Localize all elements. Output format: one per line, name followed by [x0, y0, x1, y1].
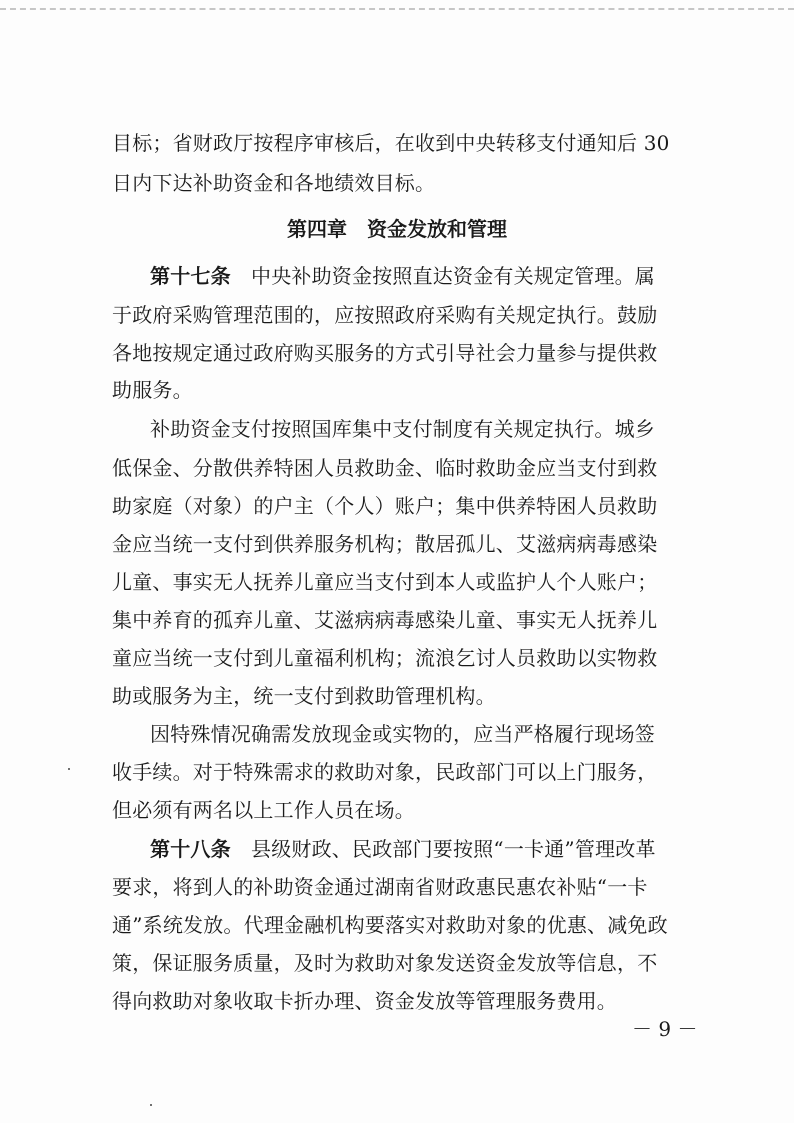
- paragraph-2-line-6: 集中养育的孤弃儿童、艾滋病病毒感染儿童、事实无人抚养儿: [112, 608, 658, 632]
- scan-speck: [68, 768, 70, 770]
- paragraph-2-line-8: 助或服务为主，统一支付到救助管理机构。: [112, 684, 496, 708]
- article-17-lead: 第十七条: [150, 264, 231, 288]
- article-17-line-2: 于政府采购管理范围的，应按照政府采购有关规定执行。鼓励: [112, 303, 658, 327]
- paragraph-2-line-3: 助家庭（对象）的户主（个人）账户；集中供养特困人员救助: [112, 494, 658, 518]
- intro-line-1: 目标；省财政厅按程序审核后，在收到中央转移支付通知后 30: [112, 131, 670, 155]
- paragraph-2-first-line: 补助资金支付按照国库集中支付制度有关规定执行。城乡: [150, 417, 655, 441]
- paragraph-2-line-7: 童应当统一支付到儿童福利机构；流浪乞讨人员救助以实物救: [112, 646, 658, 670]
- paragraph-2-line-4: 金应当统一支付到供养服务机构；散居孤儿、艾滋病病毒感染: [112, 532, 658, 556]
- scan-speck: [150, 1104, 152, 1106]
- paragraph-3-first-line: 因特殊情况确需发放现金或实物的，应当严格履行现场签: [150, 722, 655, 746]
- intro-line-2: 日内下达补助资金和各地绩效目标。: [112, 171, 436, 195]
- article-18-line-4: 策，保证服务质量，及时为救助对象发送资金发放等信息，不: [112, 951, 658, 975]
- article-17-first-line: [150, 263, 655, 289]
- article-18-lead: 第十八条: [150, 837, 231, 861]
- paragraph-3-line-2: 收手续。对于特殊需求的救助对象，民政部门可以上门服务，: [112, 760, 658, 784]
- paragraph-3-line-3: 但必须有两名以上工作人员在场。: [112, 798, 415, 822]
- paragraph-2-line-2: 低保金、分散供养特困人员救助金、临时救助金应当支付到救: [112, 456, 658, 480]
- paragraph-2-line-5: 儿童、事实无人抚养儿童应当支付到本人或监护人个人账户；: [112, 570, 658, 594]
- article-17-line-3: 各地按规定通过政府购买服务的方式引导社会力量参与提供救: [112, 341, 658, 365]
- article-18-line-3: 通”系统发放。代理金融机构要落实对救助对象的优惠、减免政: [112, 913, 668, 937]
- scan-top-border: [0, 8, 794, 10]
- article-18-first-line-text: 县级财政、民政部门要按照“一卡通”管理改革: [230, 837, 656, 861]
- article-18-line-5: 得向救助对象收取卡折办理、资金发放等管理服务费用。: [112, 989, 617, 1013]
- article-17-line-4: 助服务。: [112, 378, 193, 402]
- article-17-first-line-text: 中央补助资金按照直达资金有关规定管理。属: [230, 264, 656, 288]
- page-number: － 9 －: [632, 1017, 698, 1041]
- article-18-first-line: [150, 836, 656, 862]
- chapter-heading: 第四章 资金发放和管理: [287, 217, 507, 241]
- article-18-line-2: 要求，将到人的补助资金通过湖南省财政惠民惠农补贴“一卡: [112, 875, 648, 899]
